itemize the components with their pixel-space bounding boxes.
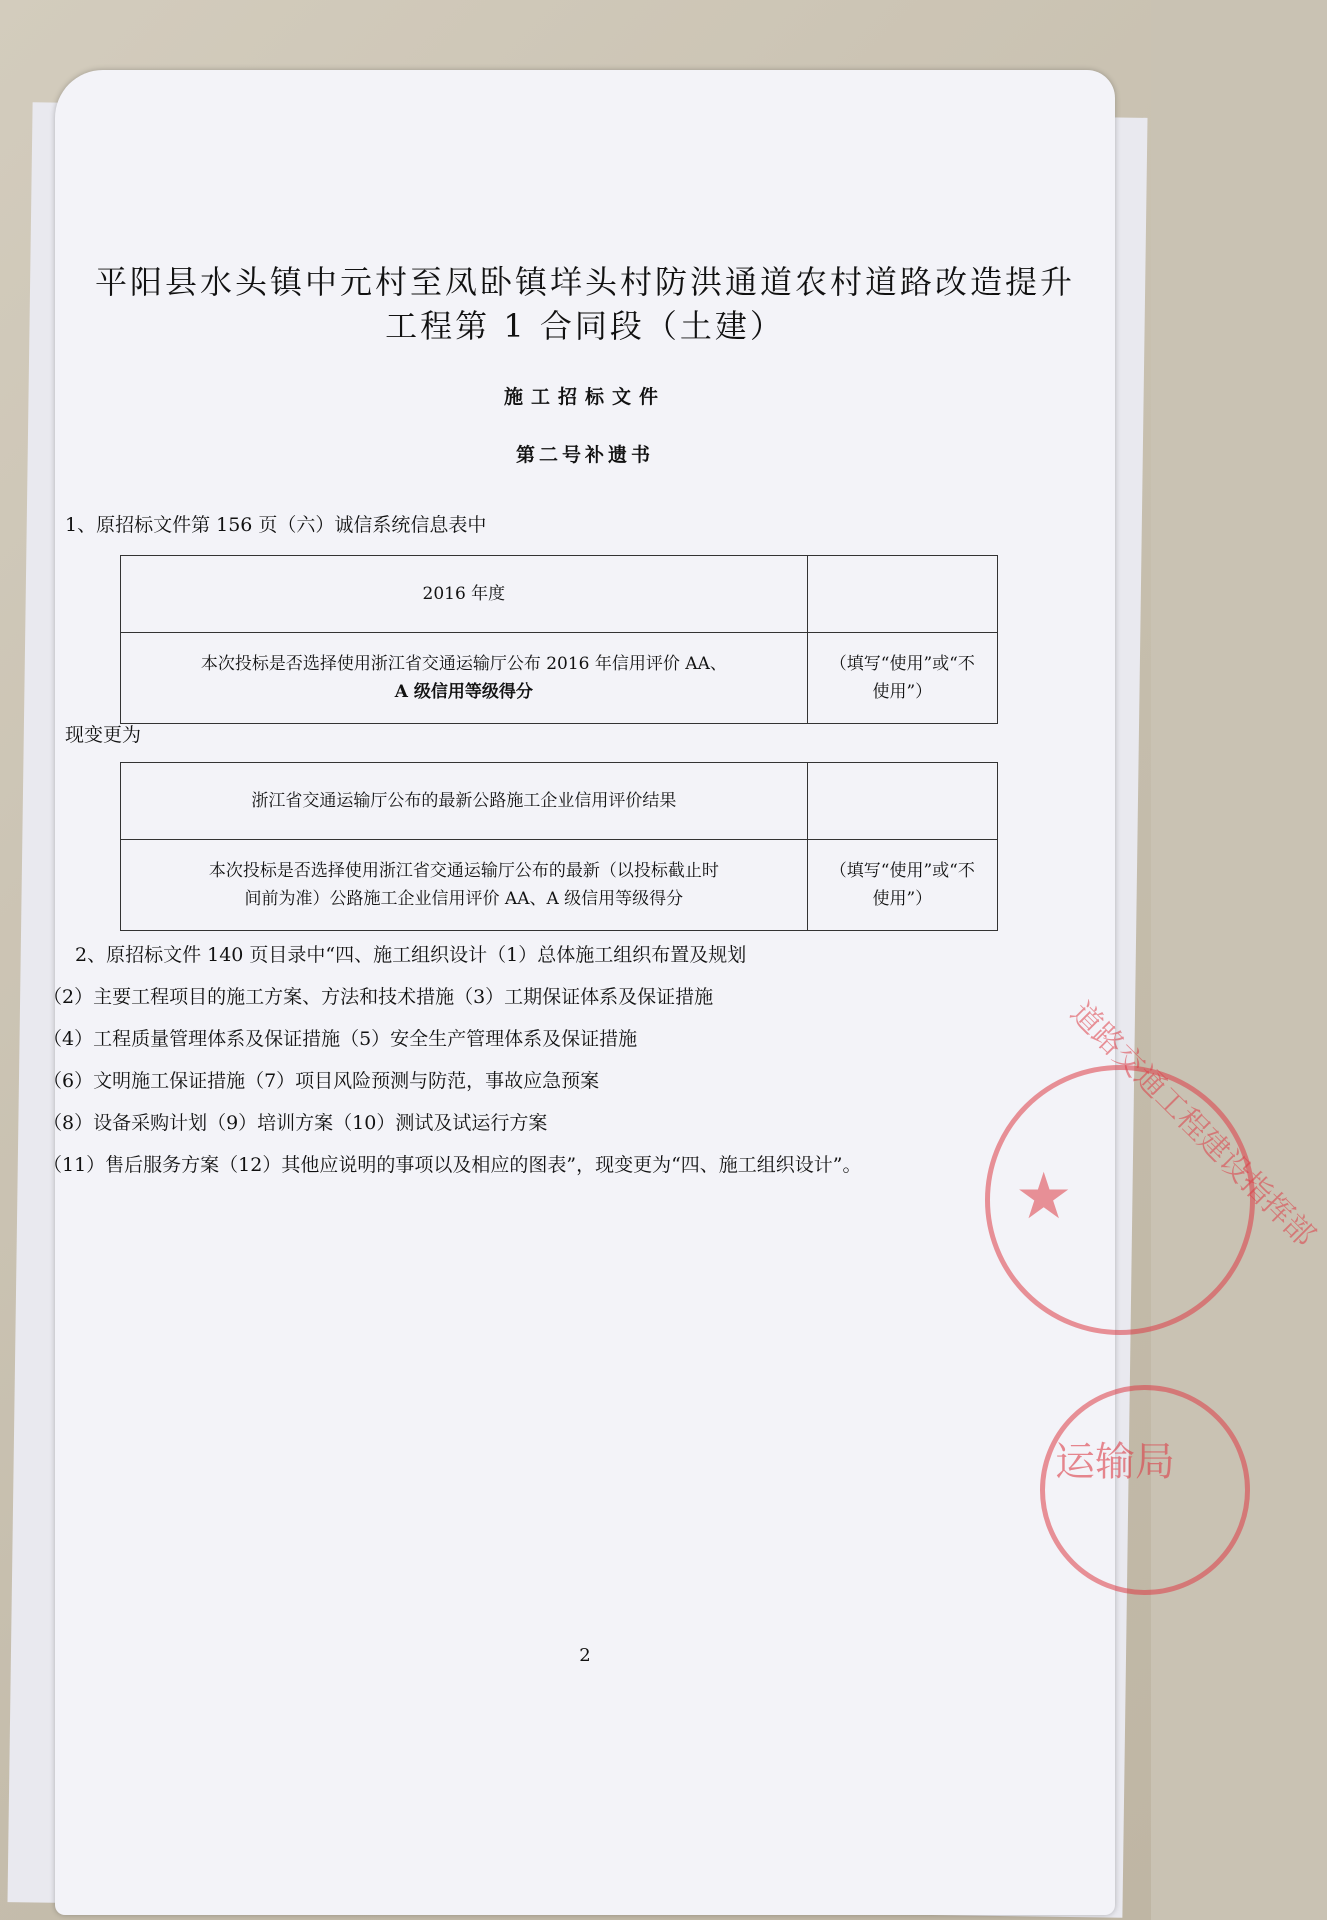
item-2-line-3: （4）工程质量管理体系及保证措施（5）安全生产管理体系及保证措施 <box>43 1028 638 1050</box>
new-desc-line-1: 本次投标是否选择使用浙江省交通运输厅公布的最新（以投标截止时 <box>208 861 719 881</box>
title-line-1: 平阳县水头镇中元村至凤卧镇垟头村防洪通道农村道路改造提升 <box>94 263 1075 301</box>
original-table-desc <box>121 633 808 724</box>
change-label: 现变更为 <box>65 724 142 746</box>
original-table-blank <box>807 556 997 633</box>
item-2-line-5: （8）设备采购计划（9）培训方案（10）测试及试运行方案 <box>43 1112 548 1134</box>
original-fill-line-2: 使用”） <box>872 682 933 702</box>
new-desc-line-2: 间前为准）公路施工企业信用评价 AA、A 级信用等级得分 <box>244 889 684 909</box>
title-line-2: 工程第 1 合同段（土建） <box>385 307 785 345</box>
new-table <box>120 762 998 931</box>
official-seal-2 <box>1040 1385 1250 1595</box>
original-desc-line-1: 本次投标是否选择使用浙江省交通运输厅公布 2016 年信用评价 AA、 <box>200 654 727 674</box>
official-seal-1-text: 道路交通工程建设指挥部 <box>1063 995 1322 1254</box>
official-seal-2-text: 运输局 <box>1055 1439 1175 1485</box>
addendum-title: 第二号补遗书 <box>515 444 654 466</box>
item-2-line-1: 2、原招标文件 140 页目录中“四、施工组织设计（1）总体施工组织布置及规划 <box>75 944 747 966</box>
official-seal-1 <box>985 995 1322 1335</box>
original-table <box>120 555 998 724</box>
page-number: 2 <box>579 1645 591 1666</box>
original-table-fill <box>807 633 997 724</box>
document-title <box>65 260 1105 348</box>
item-2-line-4: （6）文明施工保证措施（7）项目风险预测与防范，事故应急预案 <box>43 1070 600 1092</box>
document-page <box>43 70 1115 1915</box>
new-fill-line-2: 使用”） <box>872 889 933 909</box>
new-table-blank <box>807 763 997 840</box>
original-table-header: 2016 年度 <box>121 556 808 633</box>
item-1-intro: 1、原招标文件第 156 页（六）诚信系统信息表中 <box>65 514 487 536</box>
new-table-fill <box>807 840 997 931</box>
new-fill-line-1: （填写“使用”或“不 <box>829 861 975 881</box>
new-table-header: 浙江省交通运输厅公布的最新公路施工企业信用评价结果 <box>121 763 808 840</box>
item-2-line-6: （11）售后服务方案（12）其他应说明的事项以及相应的图表”，现变更为“四、施工组织设计”。 <box>43 1154 862 1176</box>
item-2-line-2: （2）主要工程项目的施工方案、方法和技术措施（3）工期保证体系及保证措施 <box>43 986 714 1008</box>
document-subtitle: 施工招标文件 <box>503 386 666 408</box>
new-table-desc <box>121 840 808 931</box>
original-fill-line-1: （填写“使用”或“不 <box>829 654 975 674</box>
seal-star-icon: ★ <box>1015 1160 1073 1234</box>
original-desc-line-2: A 级信用等级得分 <box>394 682 533 702</box>
